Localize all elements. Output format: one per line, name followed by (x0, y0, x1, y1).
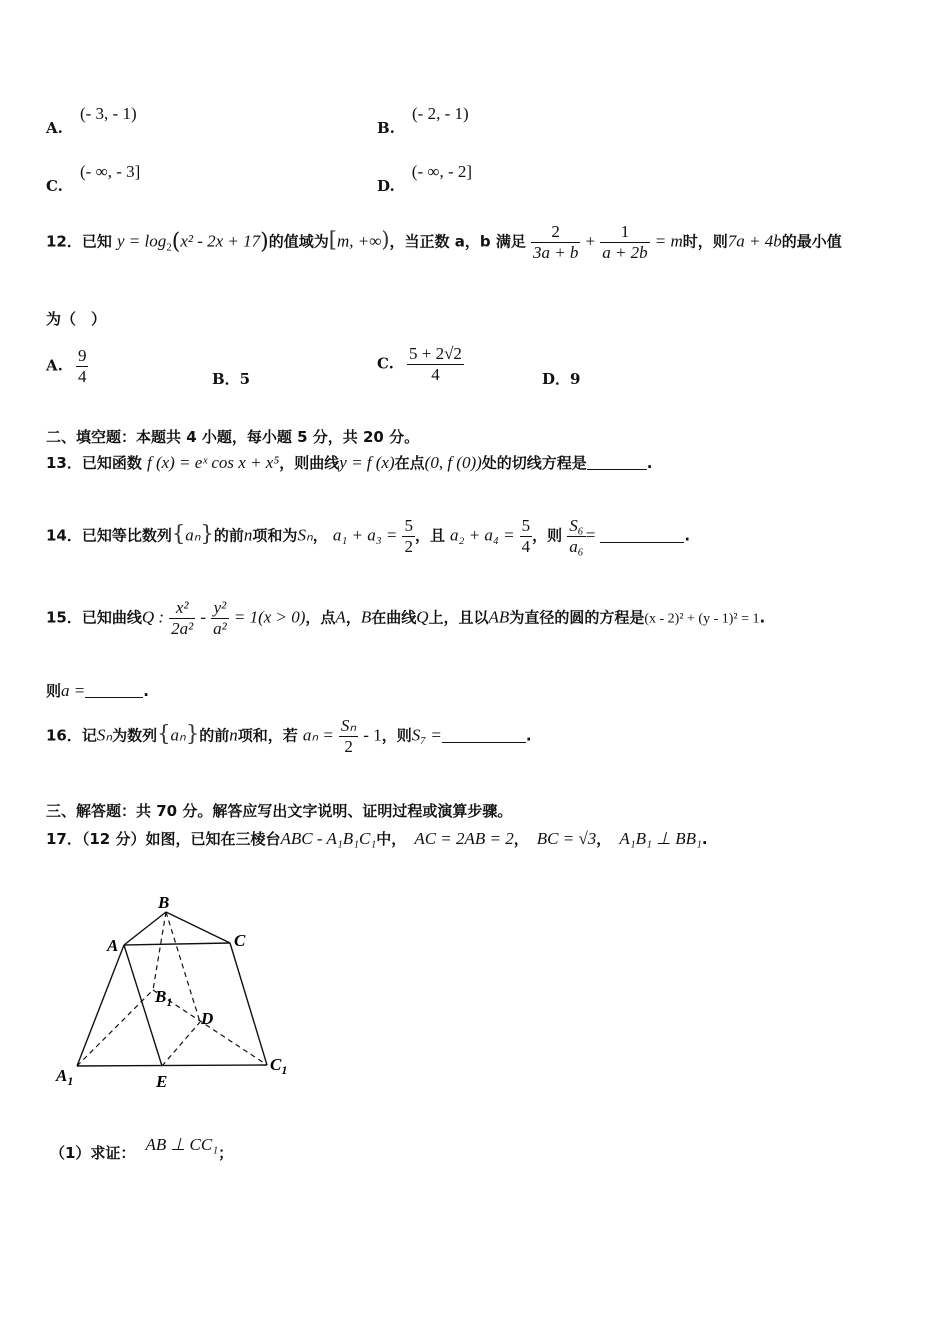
q12-stem: 12．已知 $y = \log_2(x^2 - 2x + 17)$的值域为[m, +∞)，当正数 a，b 满足 $\frac{2}{3a + b}$ + $\frac{1}{a + 2b}$ = m时，则7a + 4b的最小值 (46, 222, 842, 262)
n-variable: n (243, 525, 253, 545)
question-number: 13．已知函数 (46, 454, 142, 472)
option-label: B. (377, 119, 395, 137)
paren-close: ) (260, 229, 269, 255)
bracket-close: ) (381, 227, 390, 252)
n-variable: n (229, 725, 238, 745)
brace-close: } (200, 521, 214, 546)
brace-close: } (185, 721, 200, 746)
mid-text: 为数列 (112, 726, 158, 745)
minus-one: - 1 (363, 725, 382, 745)
target-expression: 7a + 4b (727, 231, 782, 251)
label-c1 (270, 1055, 287, 1077)
frustum-name: ABC - A₁B₁C₁ (280, 829, 377, 848)
semicolon: ； (218, 1144, 234, 1162)
q11-option-c (46, 162, 141, 195)
equation-tail: = 1(x > 0) (233, 607, 306, 627)
option-value: (- ∞, - 3] (80, 162, 141, 181)
tail-text: 上，且以 (428, 608, 489, 627)
point-expression: (0, f (0)) (424, 453, 482, 472)
section-3-heading: 三、解答题：共 70 分。解答应写出文字说明、证明过程或演算步骤。 (46, 802, 513, 820)
mid-text: 中， (376, 830, 407, 848)
sum-sn: Sₙ (96, 725, 113, 745)
q12-option-c (377, 344, 464, 384)
period: . (759, 608, 766, 627)
range-value: m, +∞ (336, 231, 382, 251)
q15-stem (46, 598, 765, 638)
q16-stem (46, 716, 532, 756)
label-c1-sub: 1 (281, 1063, 288, 1077)
sequence: aₙ (170, 725, 186, 745)
part-label: （1）求证： (50, 1144, 136, 1162)
label-a1-main: A (56, 1066, 68, 1085)
denominator: 2 (344, 736, 353, 756)
equals: = (585, 525, 596, 545)
mid-text: ，点 (305, 608, 336, 627)
answer-blank[interactable] (442, 728, 526, 743)
label-a1-sub: 1 (67, 1074, 74, 1088)
numerator: 9 (77, 346, 87, 365)
on-text: 在曲线 (371, 608, 417, 627)
brace-open: { (171, 521, 186, 546)
denominator: 4 (77, 366, 87, 386)
numerator: 2 (531, 222, 580, 243)
fraction-s6-over-a6 (567, 516, 585, 556)
log-function: y = log (116, 231, 167, 251)
q11-option-b (377, 104, 469, 137)
q14-stem (46, 516, 690, 556)
segment-ab: AB (488, 607, 510, 627)
comma: ， (345, 608, 361, 627)
at-text: 在点 (394, 454, 425, 472)
numerator: Sₙ (340, 716, 357, 735)
edge-a1b1 (77, 990, 153, 1066)
frustum-figure (50, 890, 300, 1100)
condition-1: AC = 2AB = 2 (414, 829, 514, 848)
tail-text: 时，则 (682, 232, 728, 251)
denominator: 3a + b (532, 242, 579, 262)
question-number: 14．已知等比数列 (46, 526, 172, 545)
answer-blank[interactable] (600, 528, 684, 543)
curve-expression: y = f (x) (339, 453, 395, 472)
mid-text-3: 项和，若 (237, 726, 298, 745)
q12-line2: 为（ ） (46, 310, 107, 328)
function-expression: f (x) = eˣ cos x + x⁵ (146, 453, 280, 472)
brace-open: { (157, 721, 171, 746)
denominator: 2 (404, 536, 413, 556)
label-b1-sub: 1 (166, 995, 173, 1009)
label-c1-main: C (270, 1055, 282, 1074)
question-number: 16．记 (46, 726, 97, 745)
period: . (646, 454, 653, 472)
q11-option-a (46, 104, 137, 137)
q17-stem (46, 828, 708, 849)
label-c: C (234, 931, 246, 950)
q12-option-d: D．9 (542, 370, 581, 388)
bracket-open: [ (328, 227, 337, 252)
label-b1 (154, 987, 172, 1009)
s7-equals: S₇ = (411, 725, 442, 745)
option-value: (- 2, - 1) (412, 104, 469, 123)
period: . (143, 682, 149, 700)
numerator: y² (211, 598, 229, 619)
option-label: A. (46, 119, 63, 137)
denominator: 4 (521, 536, 531, 556)
denominator: a + 2b (602, 242, 648, 262)
label-b1-main: B (155, 987, 167, 1006)
q11-option-d (377, 162, 473, 195)
question-number: 12．已知 (46, 232, 112, 251)
question-number: 15．已知曲线 (46, 608, 142, 627)
fraction-1-over-a-2b (600, 222, 649, 262)
then-text: ，则 (381, 726, 412, 745)
q15-line2 (46, 680, 149, 701)
label-b: B (158, 893, 170, 912)
comma: ， (513, 830, 529, 848)
an-equals: aₙ = (302, 725, 334, 745)
curve-name: Q : (141, 607, 165, 627)
fraction-5-over-4 (520, 516, 533, 556)
q12-option-b: B．5 (212, 370, 251, 388)
fraction-x2-over-2a2 (169, 598, 195, 638)
option-label: D. (377, 177, 395, 195)
edge-bb1 (153, 912, 166, 990)
tail-text-2: 为直径的圆的方程是 (509, 608, 645, 627)
sum-sn: Sₙ (297, 525, 313, 545)
option-label: C. (46, 177, 63, 195)
point-b: B (360, 607, 372, 627)
point-a: A (335, 607, 346, 627)
then-text: 则 (46, 682, 62, 700)
edge-ab (124, 912, 166, 945)
edge-bc (166, 912, 230, 943)
fraction-sn-over-2 (339, 716, 358, 756)
mid-text-2: 项和为 (252, 526, 298, 545)
q17-part1 (50, 1135, 234, 1163)
equals-m: = m (654, 231, 683, 251)
q12-option-a (46, 346, 88, 386)
period: . (525, 726, 532, 745)
fraction-y2-over-a2 (211, 598, 229, 638)
numerator: 1 (600, 222, 649, 243)
numerator: 5 (404, 516, 413, 535)
section-2-heading: 二、填空题：本题共 4 小题，每小题 5 分，共 20 分。 (46, 428, 420, 446)
mid-text: 的前 (213, 526, 244, 545)
edge-ac (124, 943, 230, 945)
edge-cc1 (230, 943, 267, 1065)
label-a: A (107, 936, 119, 955)
circle-equation: (x - 2)² + (y - 1)² = 1 (644, 611, 760, 627)
then-text: ，则 (532, 526, 563, 545)
condition-2: a₂ + a₄ = (450, 525, 515, 545)
numerator: x² (169, 598, 195, 619)
condition-2: BC = √3 (536, 829, 597, 848)
minus: - (200, 607, 207, 627)
and-text: ，且 (414, 526, 445, 545)
range-text: 的值域为 (268, 232, 329, 251)
a-equals: a = (61, 681, 86, 700)
tail-text: 处的切线方程是 (481, 454, 587, 472)
part1-expression: AB ⊥ CC₁ (145, 1135, 219, 1154)
label-e: E (156, 1072, 168, 1091)
denominator: a₆ (569, 536, 584, 556)
numerator: 5 + 2√2 (409, 344, 462, 363)
denominator: a² (213, 618, 227, 638)
fraction-5-2root2-over-4 (407, 344, 464, 384)
question-number: 17．（12 分）如图，已知在三棱台 (46, 830, 281, 848)
answer-blank[interactable] (85, 683, 143, 698)
fraction-5-over-2 (402, 516, 415, 556)
condition-text: ，当正数 a，b 满足 (389, 232, 526, 251)
period: . (684, 526, 691, 545)
fraction-2-over-3a-b (531, 222, 580, 262)
label-a1 (55, 1066, 73, 1088)
option-value: (- 3, - 1) (79, 104, 137, 123)
sequence: aₙ (185, 525, 201, 545)
comma: ， (596, 830, 612, 848)
numerator: 5 (521, 516, 531, 535)
period: . (701, 830, 708, 848)
fraction-9-over-4 (76, 346, 89, 386)
mid-text-2: 的前 (199, 726, 230, 745)
edge-a1c1 (77, 1065, 267, 1066)
q13-stem (46, 452, 653, 473)
option-value: (- ∞, - 2] (411, 162, 473, 181)
option-label: C. (377, 354, 394, 373)
paren-open: ( (171, 229, 181, 255)
answer-blank[interactable] (587, 455, 647, 470)
segment-ed (162, 1022, 200, 1066)
log-argument: x² - 2x + 17 (180, 231, 261, 251)
log-base: 2 (166, 241, 172, 254)
label-d: D (201, 1009, 214, 1028)
curve-q: Q (416, 607, 429, 627)
option-label: A. (46, 356, 63, 375)
condition-3: A₁B₁ ⊥ BB₁ (619, 829, 702, 848)
tail-text-2: 的最小值 (781, 232, 842, 251)
edge-aa1 (77, 945, 124, 1066)
numerator: S₆ (569, 516, 584, 535)
denominator: 4 (431, 364, 440, 384)
condition-1: a₁ + a₃ = (332, 525, 398, 545)
denominator: 2a² (171, 618, 194, 638)
comma: ， (312, 526, 328, 545)
mid-text: ，则曲线 (279, 454, 340, 472)
